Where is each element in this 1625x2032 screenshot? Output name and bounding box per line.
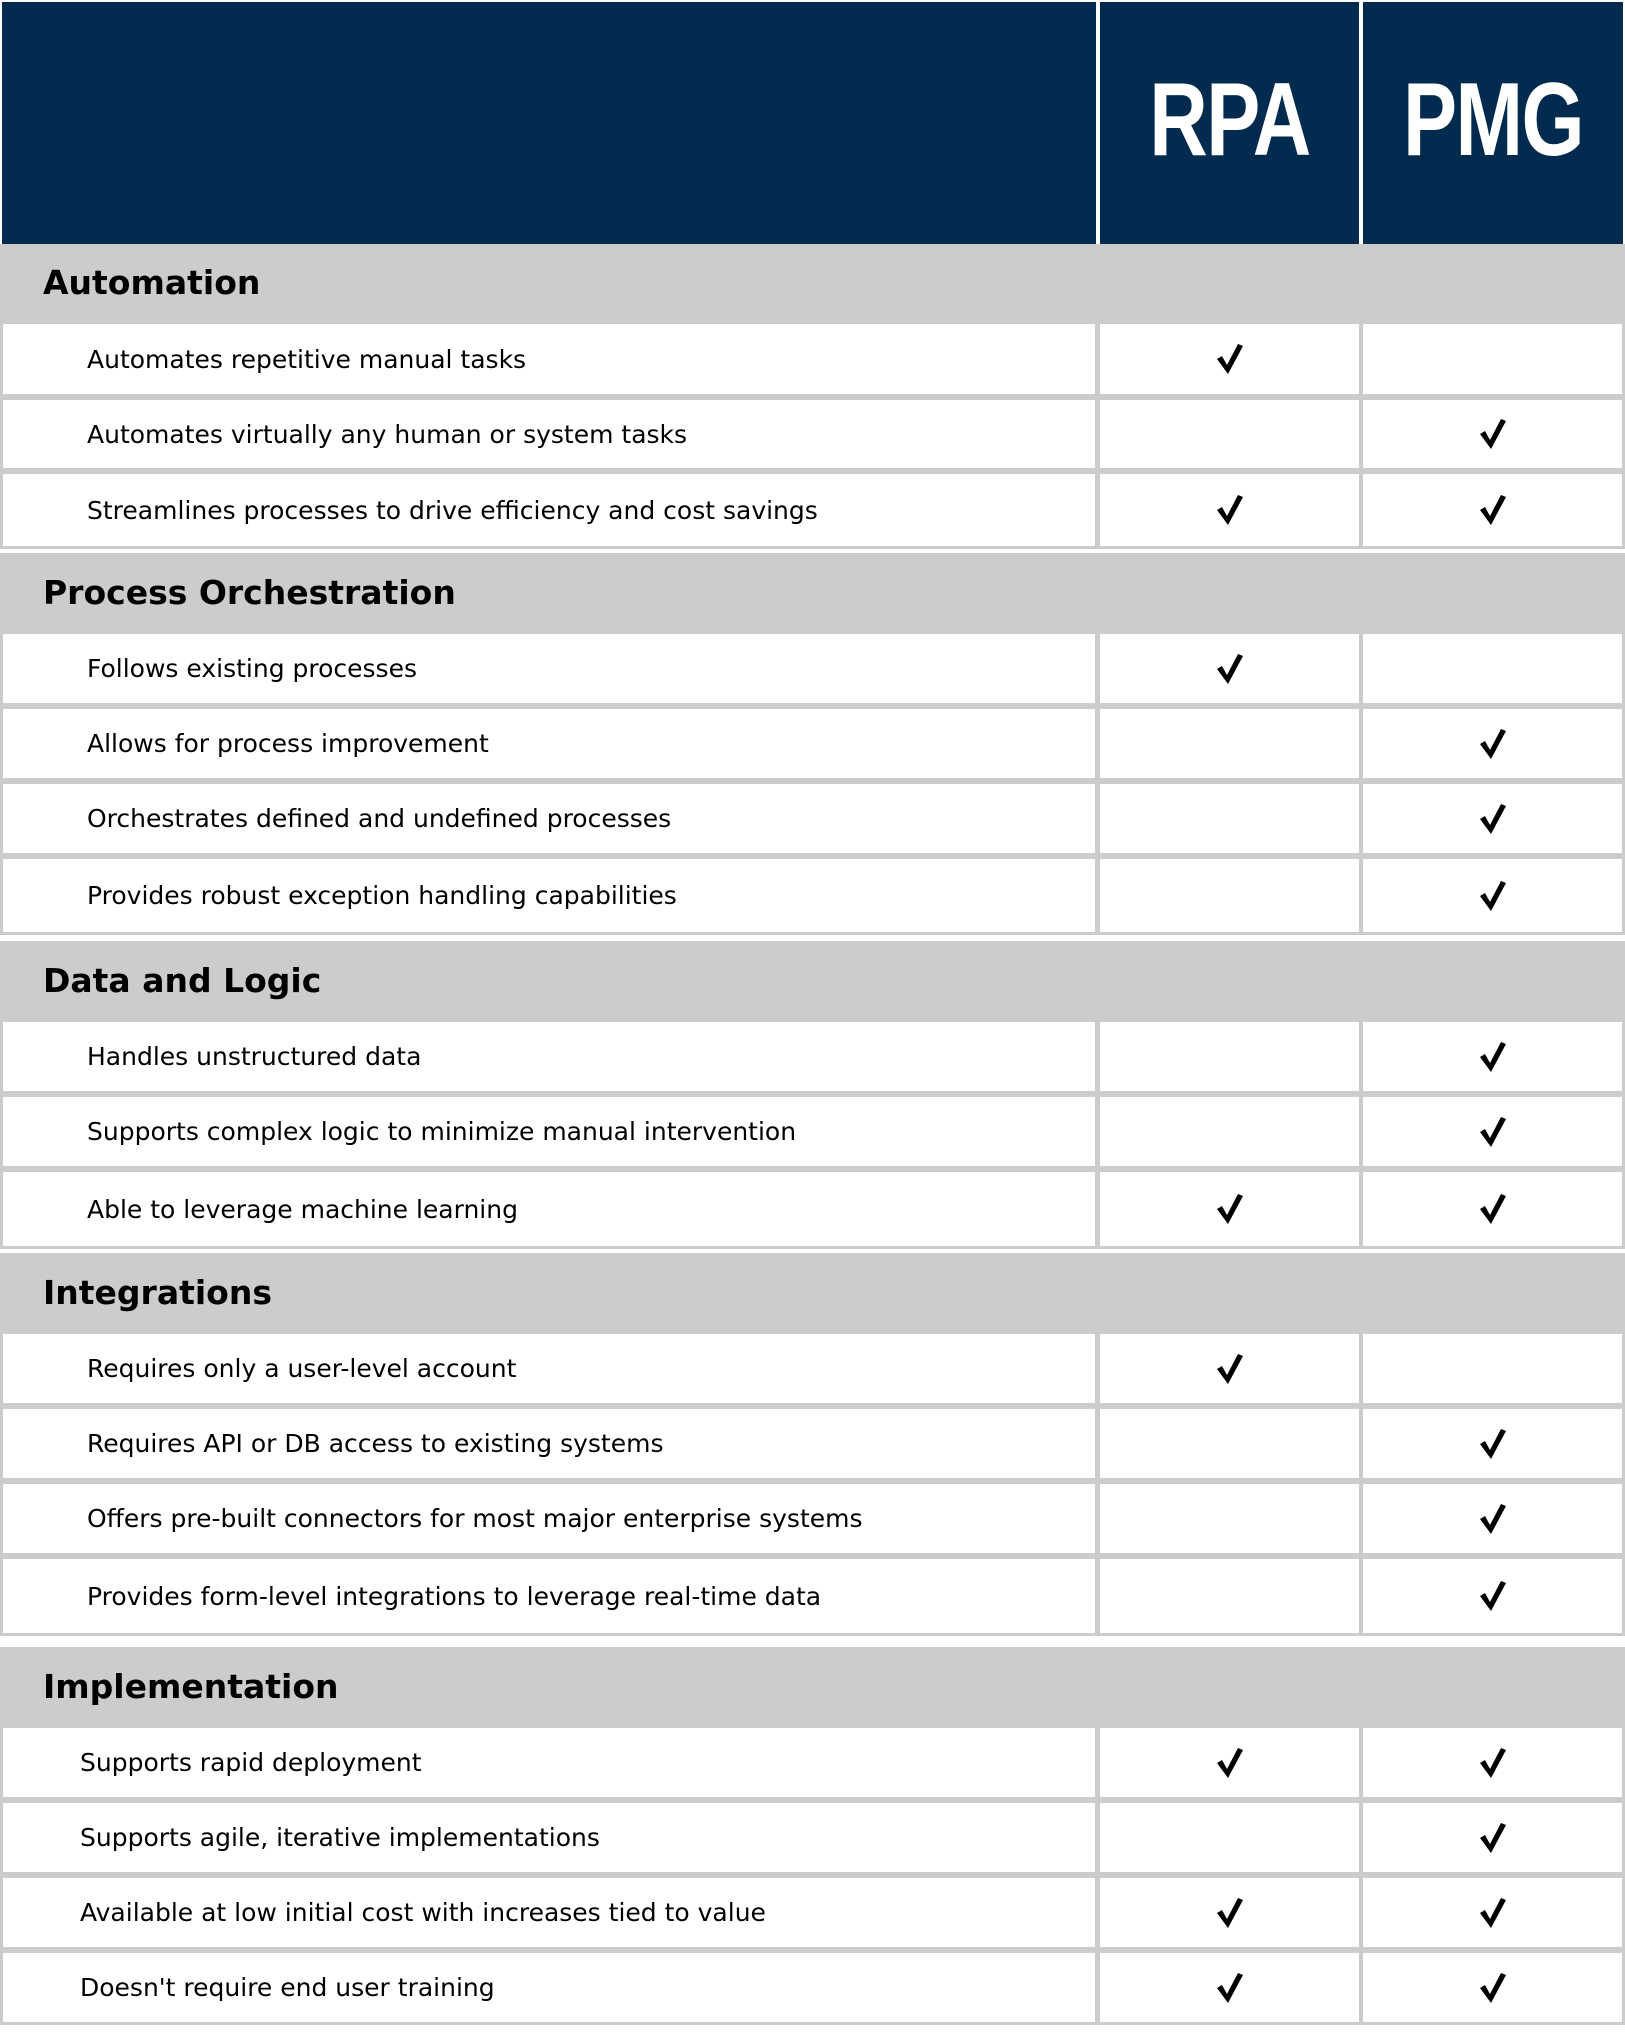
header-pmg-cell	[1363, 2, 1623, 244]
pmg-cell	[1363, 1097, 1622, 1166]
feature-label: Requires only a user-level account	[87, 1354, 517, 1383]
feature-label: Supports agile, iterative implementations	[80, 1823, 600, 1852]
rpa-cell	[1100, 1097, 1359, 1166]
table-row	[0, 1169, 1625, 1249]
column-title-rpa: RPA	[1149, 62, 1310, 178]
feature-label: Provides robust exception handling capabilities	[87, 881, 677, 910]
feature-label: Supports complex logic to minimize manual intervention	[87, 1117, 797, 1146]
feature-cell	[3, 400, 1095, 468]
feature-cell	[3, 1559, 1095, 1633]
checkmark-icon	[1216, 653, 1244, 685]
checkmark-icon	[1479, 1972, 1507, 2004]
checkmark-icon	[1479, 880, 1507, 912]
rpa-cell	[1100, 1878, 1359, 1947]
table-row	[0, 1875, 1625, 1950]
feature-label: Requires API or DB access to existing systems	[87, 1429, 664, 1458]
checkmark-icon	[1479, 1503, 1507, 1535]
table-row	[0, 1406, 1625, 1481]
section-title: Automation	[43, 263, 261, 302]
table-row	[0, 321, 1625, 397]
feature-label: Follows existing processes	[87, 654, 417, 683]
pmg-cell	[1363, 1728, 1622, 1797]
table-row	[0, 1800, 1625, 1875]
table-row	[0, 1019, 1625, 1094]
table-row	[0, 631, 1625, 706]
rpa-cell	[1100, 1334, 1359, 1403]
pmg-cell	[1363, 1559, 1622, 1633]
rpa-cell	[1100, 859, 1359, 932]
rpa-cell	[1100, 1803, 1359, 1872]
pmg-cell	[1363, 1409, 1622, 1478]
table-row	[0, 1331, 1625, 1406]
rpa-cell	[1100, 324, 1359, 394]
feature-cell	[3, 324, 1095, 394]
feature-cell	[3, 1409, 1095, 1478]
feature-label: Automates virtually any human or system tasks	[87, 419, 688, 449]
checkmark-icon	[1216, 343, 1244, 375]
feature-cell	[3, 1953, 1095, 2022]
pmg-cell	[1363, 1172, 1622, 1246]
feature-cell	[3, 784, 1095, 853]
feature-label: Offers pre-built connectors for most major enterprise systems	[87, 1504, 863, 1533]
rpa-cell	[1100, 1022, 1359, 1091]
feature-label: Available at low initial cost with increases tied to value	[80, 1898, 766, 1927]
table-row	[0, 1556, 1625, 1636]
table-row	[0, 1481, 1625, 1556]
rpa-cell	[1100, 709, 1359, 778]
feature-label: Able to leverage machine learning	[87, 1194, 518, 1224]
feature-cell	[3, 859, 1095, 932]
feature-label: Handles unstructured data	[87, 1042, 422, 1071]
section-header	[0, 244, 1625, 321]
checkmark-icon	[1216, 1353, 1244, 1385]
feature-label: Automates repetitive manual tasks	[87, 344, 527, 374]
section-title: Data and Logic	[43, 960, 322, 1000]
pmg-cell	[1363, 1803, 1622, 1872]
table-row	[0, 397, 1625, 471]
pmg-cell	[1363, 784, 1622, 853]
checkmark-icon	[1479, 1116, 1507, 1148]
pmg-cell	[1363, 1878, 1622, 1947]
feature-cell	[3, 709, 1095, 778]
feature-label: Supports rapid deployment	[80, 1748, 422, 1777]
checkmark-icon	[1479, 418, 1507, 450]
feature-cell	[3, 1022, 1095, 1091]
pmg-cell	[1363, 859, 1622, 932]
checkmark-icon	[1216, 1193, 1244, 1225]
feature-cell	[3, 1334, 1095, 1403]
checkmark-icon	[1479, 728, 1507, 760]
section-header	[0, 1253, 1625, 1331]
rpa-cell	[1100, 634, 1359, 703]
section-header	[0, 553, 1625, 631]
feature-label: Allows for process improvement	[87, 729, 489, 758]
table-row	[0, 1950, 1625, 2025]
rpa-cell	[1100, 1953, 1359, 2022]
table-row	[0, 856, 1625, 935]
checkmark-icon	[1479, 1747, 1507, 1779]
section-header	[0, 941, 1625, 1019]
pmg-cell	[1363, 634, 1622, 703]
table-row	[0, 1094, 1625, 1169]
checkmark-icon	[1216, 1972, 1244, 2004]
checkmark-icon	[1479, 803, 1507, 835]
column-title-pmg: PMG	[1402, 62, 1584, 178]
rpa-cell	[1100, 1172, 1359, 1246]
header-rpa-cell	[1100, 2, 1359, 244]
section-title: Integrations	[43, 1272, 272, 1312]
rpa-cell	[1100, 1728, 1359, 1797]
table-row	[0, 471, 1625, 549]
rpa-cell	[1100, 1484, 1359, 1553]
pmg-cell	[1363, 709, 1622, 778]
pmg-cell	[1363, 1953, 1622, 2022]
checkmark-icon	[1216, 1897, 1244, 1929]
section-title: Process Orchestration	[43, 572, 456, 612]
feature-label: Doesn't require end user training	[80, 1973, 495, 2002]
checkmark-icon	[1479, 1897, 1507, 1929]
pmg-cell	[1363, 1334, 1622, 1403]
pmg-cell	[1363, 400, 1622, 468]
feature-cell	[3, 1172, 1095, 1246]
rpa-cell	[1100, 474, 1359, 546]
pmg-cell	[1363, 1484, 1622, 1553]
pmg-cell	[1363, 324, 1622, 394]
feature-cell	[3, 1803, 1095, 1872]
table-row	[0, 1725, 1625, 1800]
checkmark-icon	[1479, 1580, 1507, 1612]
rpa-cell	[1100, 1409, 1359, 1478]
pmg-cell	[1363, 474, 1622, 546]
rpa-cell	[1100, 1559, 1359, 1633]
checkmark-icon	[1216, 494, 1244, 526]
table-row	[0, 706, 1625, 781]
checkmark-icon	[1479, 1822, 1507, 1854]
feature-cell	[3, 1728, 1095, 1797]
rpa-cell	[1100, 784, 1359, 853]
section-title: Implementation	[43, 1666, 339, 1706]
feature-cell	[3, 474, 1095, 546]
checkmark-icon	[1479, 1428, 1507, 1460]
table-row	[0, 781, 1625, 856]
feature-label: Provides form-level integrations to leverage real-time data	[87, 1581, 822, 1611]
rpa-cell	[1100, 400, 1359, 468]
header-label-cell	[2, 2, 1096, 244]
feature-cell	[3, 1484, 1095, 1553]
feature-cell	[3, 1878, 1095, 1947]
checkmark-icon	[1479, 494, 1507, 526]
feature-label: Orchestrates defined and undefined processes	[87, 804, 672, 833]
checkmark-icon	[1479, 1041, 1507, 1073]
checkmark-icon	[1216, 1747, 1244, 1779]
feature-cell	[3, 1097, 1095, 1166]
section-header	[0, 1647, 1625, 1725]
checkmark-icon	[1479, 1193, 1507, 1225]
feature-cell	[3, 634, 1095, 703]
feature-label: Streamlines processes to drive efficiency and cost savings	[87, 495, 818, 525]
pmg-cell	[1363, 1022, 1622, 1091]
